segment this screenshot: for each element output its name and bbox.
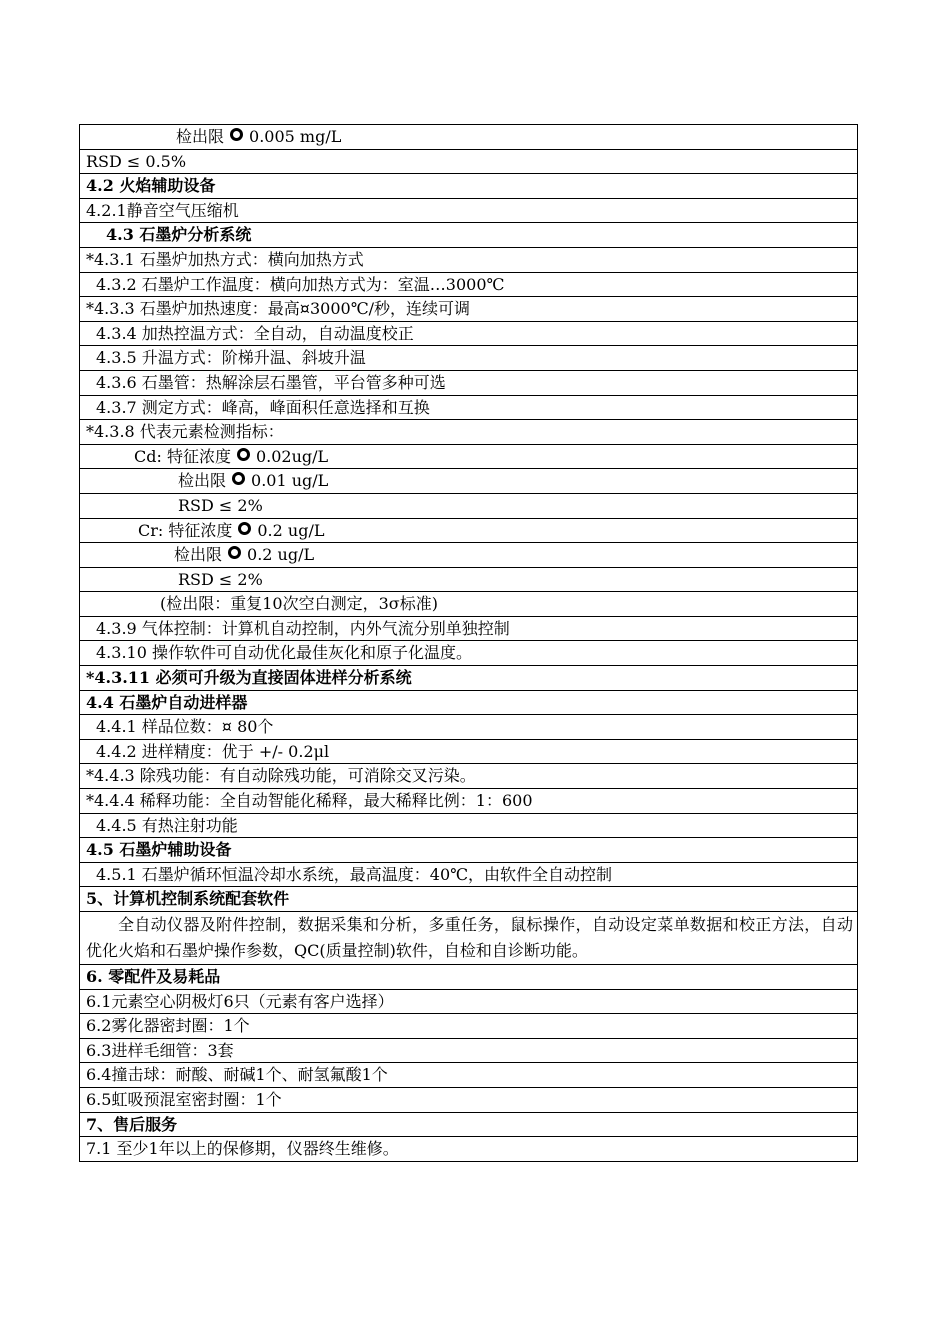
spec-row bbox=[80, 199, 857, 224]
spec-row bbox=[80, 297, 857, 322]
spec-table bbox=[79, 124, 858, 1162]
circle-bullet-icon bbox=[237, 448, 250, 461]
row-text: 4.5 石墨炉辅助设备 bbox=[86, 840, 232, 860]
row-text: *4.4.3 除残功能：有自动除残功能，可消除交叉污染。 bbox=[86, 766, 476, 786]
spec-row bbox=[80, 150, 857, 175]
spec-row bbox=[80, 789, 857, 814]
section-heading-row bbox=[80, 965, 857, 990]
spec-row bbox=[80, 617, 857, 642]
circle-bullet-icon bbox=[238, 522, 251, 535]
row-text: 7、售后服务 bbox=[86, 1114, 178, 1134]
row-text: RSD ≤ 0.5% bbox=[86, 151, 187, 171]
row-text: 6.4撞击球：耐酸、耐碱1个、耐氢氟酸1个 bbox=[86, 1065, 388, 1085]
section-heading-row bbox=[80, 838, 857, 863]
row-text: RSD ≤ 2% bbox=[178, 569, 263, 589]
row-text: *4.3.8 代表元素检测指标： bbox=[86, 422, 284, 442]
row-text: 4.3 石墨炉分析系统 bbox=[106, 225, 252, 245]
section-heading-row bbox=[80, 887, 857, 912]
row-text: 6.2雾化器密封圈：1个 bbox=[86, 1016, 250, 1036]
section-heading-row bbox=[80, 174, 857, 199]
row-text: 4.3.9 气体控制：计算机自动控制，内外气流分别单独控制 bbox=[96, 618, 510, 638]
circle-bullet-icon bbox=[232, 472, 245, 485]
spec-row bbox=[80, 863, 857, 888]
row-text: 检出限 bbox=[176, 127, 225, 146]
spec-row bbox=[80, 1063, 857, 1088]
row-text: (检出限：重复10次空白测定，3σ标准) bbox=[160, 594, 438, 614]
spec-row bbox=[80, 273, 857, 298]
spec-row bbox=[80, 125, 857, 150]
row-value: 0.005 mg/L bbox=[249, 127, 342, 146]
row-text: 检出限 bbox=[174, 545, 223, 565]
row-text: 4.4.2 进样精度：优于 +/- 0.2μl bbox=[96, 741, 330, 761]
row-text: 4.3.2 石墨炉工作温度：横向加热方式为：室温…3000℃ bbox=[96, 274, 505, 294]
spec-row bbox=[80, 1088, 857, 1113]
spec-row bbox=[80, 543, 857, 568]
row-text: 4.2 火焰辅助设备 bbox=[86, 176, 216, 196]
row-text: 全自动仪器及附件控制，数据采集和分析，多重任务，鼠标操作，自动设定菜单数据和校正方法，自动优化火焰和石墨炉操作参数，QC(质量控制)软件，自检和自诊断功能。 bbox=[86, 915, 853, 960]
spec-row bbox=[80, 396, 857, 421]
row-text: 6. 零配件及易耗品 bbox=[86, 967, 221, 986]
row-text: 6.3进样毛细管：3套 bbox=[86, 1040, 234, 1060]
row-text: 4.4 石墨炉自动进样器 bbox=[86, 692, 248, 712]
row-text: *4.3.11 必须可升级为直接固体进样分析系统 bbox=[86, 668, 412, 688]
row-text: 4.3.5 升温方式：阶梯升温、斜坡升温 bbox=[96, 348, 366, 368]
row-text: 4.3.7 测定方式：峰高，峰面积任意选择和互换 bbox=[96, 397, 430, 417]
section-heading-row bbox=[80, 223, 857, 248]
spec-row bbox=[80, 1137, 857, 1162]
spec-row bbox=[80, 371, 857, 396]
row-text: 7.1 至少1年以上的保修期，仪器终生维修。 bbox=[86, 1139, 399, 1159]
spec-row bbox=[80, 346, 857, 371]
row-text: 4.3.6 石墨管：热解涂层石墨管，平台管多种可选 bbox=[96, 372, 446, 392]
row-value: 0.2 ug/L bbox=[257, 520, 325, 540]
spec-row bbox=[80, 469, 857, 494]
row-text: 4.3.10 操作软件可自动优化最佳灰化和原子化温度。 bbox=[96, 643, 472, 663]
row-text: 4.3.4 加热控温方式：全自动，自动温度校正 bbox=[96, 323, 414, 343]
row-text: 4.4.5 有热注射功能 bbox=[96, 815, 238, 835]
spec-row bbox=[80, 1039, 857, 1064]
spec-row bbox=[80, 519, 857, 544]
row-text: 5、计算机控制系统配套软件 bbox=[86, 889, 290, 909]
row-value: 0.2 ug/L bbox=[247, 545, 315, 565]
spec-row bbox=[80, 715, 857, 740]
circle-bullet-icon bbox=[228, 546, 241, 559]
row-value: 0.02ug/L bbox=[255, 446, 329, 466]
row-text: 4.4.1 样品位数：¤ 80个 bbox=[96, 717, 274, 737]
row-value: 0.01 ug/L bbox=[251, 471, 329, 491]
row-text: Cr: 特征浓度 bbox=[138, 520, 233, 540]
spec-row bbox=[80, 592, 857, 617]
spec-row bbox=[80, 445, 857, 470]
section-heading-row bbox=[80, 1113, 857, 1138]
row-text: *4.3.1 石墨炉加热方式：横向加热方式 bbox=[86, 249, 364, 269]
spec-row bbox=[80, 641, 857, 666]
spec-row bbox=[80, 814, 857, 839]
section-heading-row bbox=[80, 691, 857, 716]
spec-row bbox=[80, 568, 857, 593]
row-text: 检出限 bbox=[178, 471, 227, 491]
spec-row bbox=[80, 420, 857, 445]
spec-row bbox=[80, 764, 857, 789]
row-text: RSD ≤ 2% bbox=[178, 495, 263, 515]
spec-row bbox=[80, 740, 857, 765]
spec-row bbox=[80, 990, 857, 1015]
spec-row bbox=[80, 1014, 857, 1039]
row-text: 4.5.1 石墨炉循环恒温冷却水系统，最高温度：40℃，由软件全自动控制 bbox=[96, 864, 613, 884]
spec-row bbox=[80, 322, 857, 347]
spec-row bbox=[80, 494, 857, 519]
row-text: *4.3.3 石墨炉加热速度：最高¤3000℃/秒，连续可调 bbox=[86, 299, 470, 319]
row-text: 4.2.1静音空气压缩机 bbox=[86, 200, 239, 220]
circle-bullet-icon bbox=[230, 128, 243, 141]
section-heading-row bbox=[80, 666, 857, 691]
paragraph-row bbox=[80, 912, 857, 965]
spec-row bbox=[80, 248, 857, 273]
row-text: *4.4.4 稀释功能：全自动智能化稀释，最大稀释比例：1：600 bbox=[86, 791, 533, 811]
row-text: Cd: 特征浓度 bbox=[134, 446, 231, 466]
row-text: 6.1元素空心阴极灯6只（元素有客户选择） bbox=[86, 991, 394, 1011]
row-text: 6.5虹吸预混室密封圈：1个 bbox=[86, 1089, 282, 1109]
